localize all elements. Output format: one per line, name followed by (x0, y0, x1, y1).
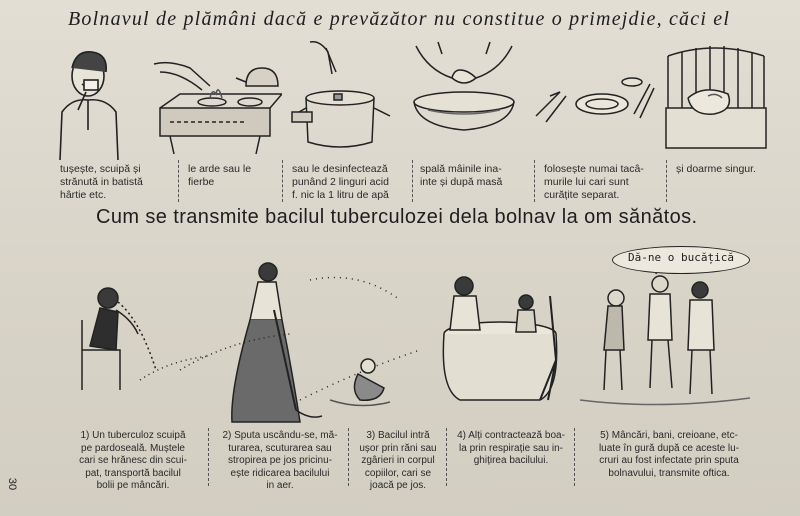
illustration-stove-burning (150, 42, 282, 160)
caption-sleep: și doarme singur. (676, 163, 756, 175)
divider (534, 160, 535, 202)
illustration-transmission-scene (60, 250, 760, 428)
caption-cough: tușește, scuipă și strănută in batistă hârtie etc. (60, 163, 143, 201)
page-number: 30 (6, 477, 19, 491)
caption-burn: le arde sau le fierbe (188, 163, 252, 188)
divider (282, 160, 283, 202)
illustration-cutlery (532, 62, 658, 160)
divider (412, 160, 413, 202)
caption-step-1: 1) Un tuberculoz scuipă pe pardoseală. Muștele cari se hrănesc din scui- pat, transportă bacilul bolii pe mâncări. (79, 430, 187, 491)
caption-step-3: 3) Bacilul intră ușor prin răni sau zgârieri in corpul copiilor, cari se joacă pe jos. (359, 430, 437, 491)
caption-step-5: 5) Mâncări, bani, creioane, etc- luate în gură după ce aceste lu- cruri au fost infectate prin sputa bolnavului, transmite oftica. (598, 430, 740, 479)
section-title: Cum se transmite bacilul tuberculozei dela bolnav la om sănătos. (96, 206, 698, 228)
speech-bubble: Dă-ne o bucățică (612, 246, 750, 274)
illustration-coughing-man (52, 40, 122, 160)
illustration-boiling-pot (290, 38, 396, 160)
divider (348, 428, 349, 486)
divider (208, 428, 209, 486)
divider (574, 428, 575, 486)
divider (178, 160, 179, 202)
illustration-bed (664, 38, 768, 160)
illustration-washing-hands (408, 40, 520, 158)
caption-cutlery: folosește numai tacâ- murile lui cari sunt curățite separat. (544, 163, 644, 201)
caption-disinfect: sau le desinfectează punând 2 linguri acid f. nic la 1 litru de apă (292, 163, 389, 201)
divider (666, 160, 667, 202)
caption-step-2: 2) Sputa uscându-se, mă- turarea, scuturarea sau stropirea pe jos pricinu- ește ridicarea bacilului in aer. (222, 430, 338, 491)
caption-step-4: 4) Alți contractează boa- la prin respirație sau in- ghițirea bacilului. (457, 430, 565, 466)
page-title: Bolnavul de plămâni dacă e prevăzător nu constitue o primejdie, căci el (68, 8, 731, 30)
caption-wash-hands: spală mâinile ina- inte și după masă (420, 163, 503, 188)
divider (446, 428, 447, 486)
